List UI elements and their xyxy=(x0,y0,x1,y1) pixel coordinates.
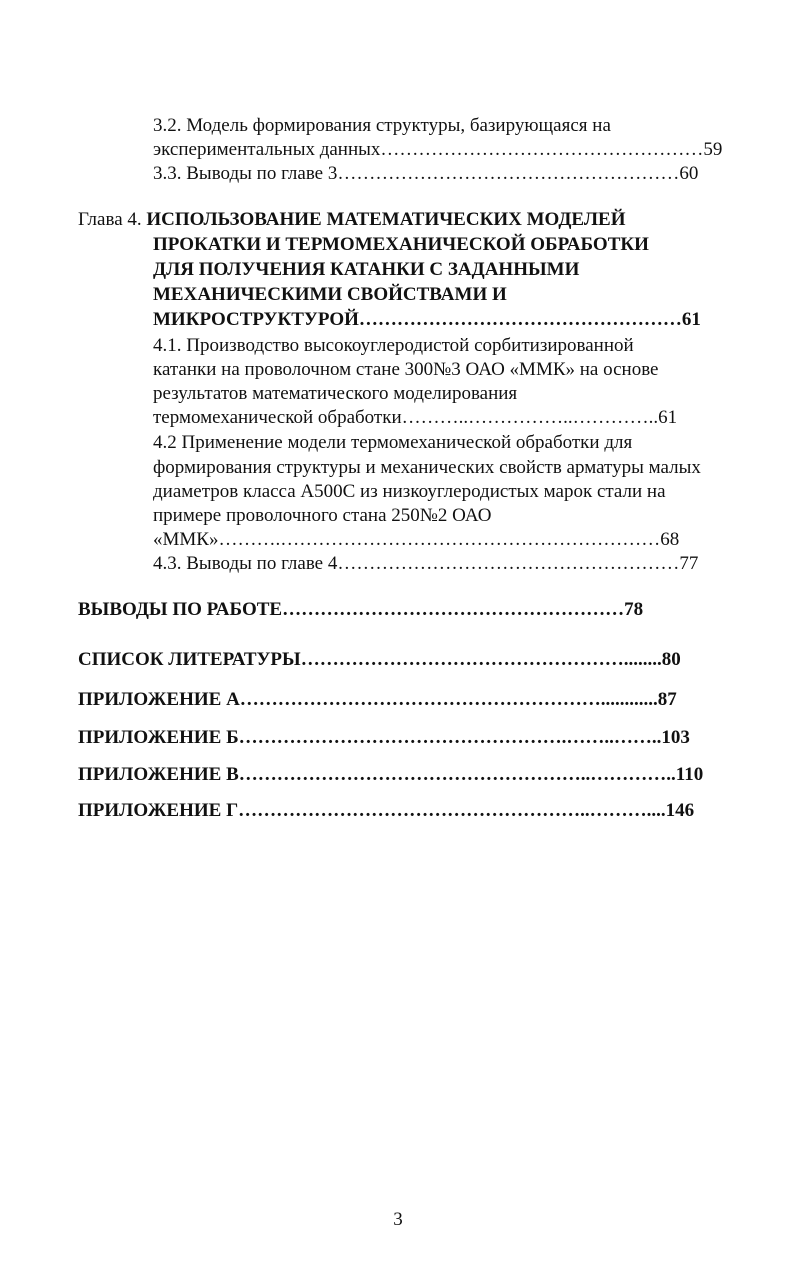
toc-appendix-a: ПРИЛОЖЕНИЕ А…………………………………………………............87 xyxy=(78,689,677,710)
toc-entry-4-1-line1: 4.1. Производство высокоуглеродистой сорбитизированной xyxy=(153,335,634,356)
toc-entry-4-1-line2: катанки на проволочном стане 300№3 ОАО «ММК» на основе xyxy=(153,359,659,380)
toc-appendix-g: ПРИЛОЖЕНИЕ Г………………………………………………..………....146 xyxy=(78,800,695,821)
toc-entry-4-1-line3: результатов математического моделирования xyxy=(153,383,518,404)
toc-entry-4-2-line3: диаметров класса А500С из низкоуглеродистых марок стали на xyxy=(153,481,666,502)
toc-entry-4-2-line1: 4.2 Применение модели термомеханической обработки для xyxy=(153,432,633,453)
toc-chapter-4-line5: МИКРОСТРУКТУРОЙ……………………………………………61 xyxy=(153,309,701,330)
toc-entry-4-1-line4: термомеханической обработки………..……………..…………..61 xyxy=(153,407,678,428)
toc-appendix-b: ПРИЛОЖЕНИЕ Б…………………………………………….……..……..103 xyxy=(78,727,690,748)
toc-entry-3-3: 3.3. Выводы по главе 3………………………………………………60 xyxy=(153,163,699,184)
toc-references: СПИСОК ЛИТЕРАТУРЫ……………………………………………........80 xyxy=(78,649,681,670)
chapter-4-label: Глава 4. xyxy=(78,209,147,230)
toc-chapter-4-line3: ДЛЯ ПОЛУЧЕНИЯ КАТАНКИ С ЗАДАННЫМИ xyxy=(153,259,580,280)
toc-entry-3-2-line2: экспериментальных данных……………………………………………59 xyxy=(153,139,723,160)
toc-appendix-v: ПРИЛОЖЕНИЕ В………………………………………………..…………..110 xyxy=(78,764,704,785)
toc-chapter-4-line2: ПРОКАТКИ И ТЕРМОМЕХАНИЧЕСКОЙ ОБРАБОТКИ xyxy=(153,234,649,255)
toc-entry-3-2-line1: 3.2. Модель формирования структуры, базирующаяся на xyxy=(153,115,611,136)
toc-entry-4-2-line5: «ММК»……….……………………………………………………68 xyxy=(153,529,680,550)
toc-entry-4-3: 4.3. Выводы по главе 4………………………………………………77 xyxy=(153,553,699,574)
toc-chapter-4-line4: МЕХАНИЧЕСКИМИ СВОЙСТВАМИ И xyxy=(153,284,507,305)
toc-entry-4-2-line2: формирования структуры и механических свойств арматуры малых xyxy=(153,457,701,478)
toc-chapter-4-line1 xyxy=(78,208,625,232)
chapter-4-title: ИСПОЛЬЗОВАНИЕ МАТЕМАТИЧЕСКИХ МОДЕЛЕЙ xyxy=(146,209,626,230)
toc-conclusions: ВЫВОДЫ ПО РАБОТЕ………………………………………………78 xyxy=(78,599,644,620)
page-number: 3 xyxy=(393,1209,403,1230)
toc-entry-4-2-line4: примере проволочного стана 250№2 ОАО xyxy=(153,505,492,526)
